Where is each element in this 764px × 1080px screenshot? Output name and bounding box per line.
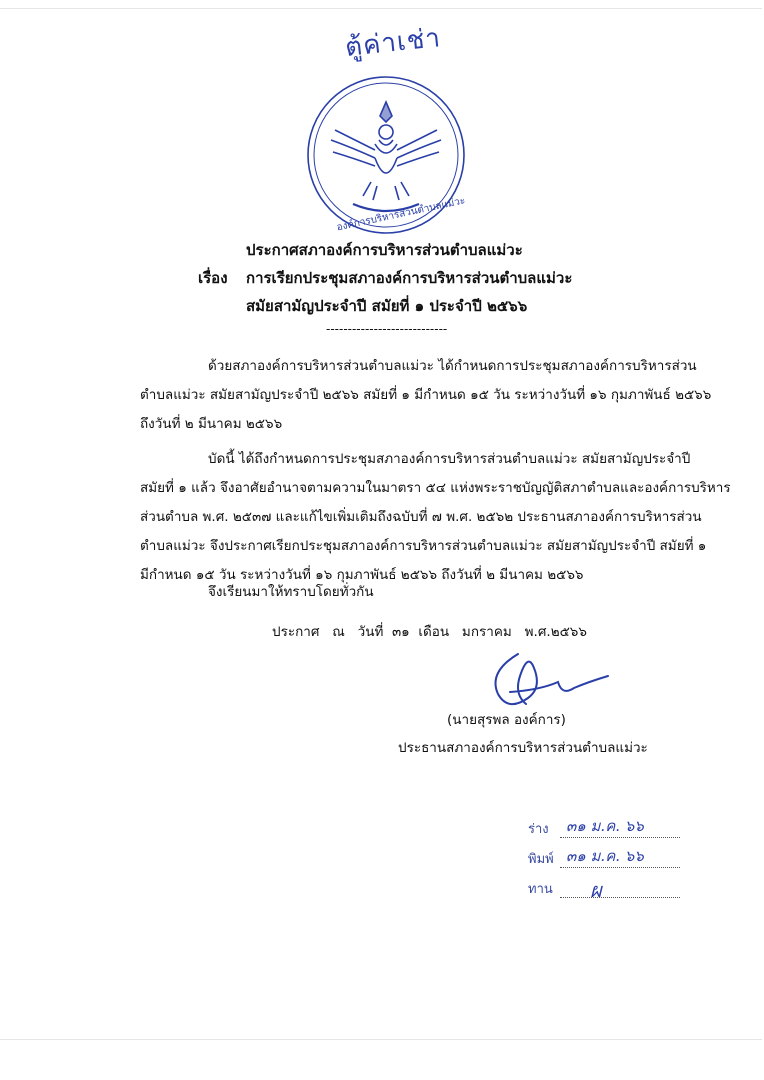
paragraph-2-line: สมัยที่ ๑ แล้ว จึงอาศัยอำนาจตามความในมาตรา ๕๔ แห่งพระราชบัญญัติสภาตำบลและองค์การบริหาร [140,480,731,496]
subject-label: เรื่อง [198,269,228,287]
routing-label: พิมพ์ [528,852,554,867]
routing-draft [520,816,680,840]
date-line: ประกาศ ณ วันที่ ๓๑ เดือน มกราคม พ.ศ.๒๕๖๖ [272,624,587,640]
subject-text: การเรียกประชุมสภาองค์การบริหารส่วนตำบลแม่วะ [246,269,573,287]
paragraph-2-line: ส่วนตำบล พ.ศ. ๒๕๓๗ และแก้ไขเพิ่มเติมถึงฉบับที่ ๗ พ.ศ. ๒๕๖๒ ประธานสภาองค์การบริหารส่วน [140,509,702,525]
paragraph-1-line: ถึงวันที่ ๒ มีนาคม ๒๕๖๖ [140,416,283,432]
routing-value: ๓๑ ม.ค. ๖๖ [566,847,644,865]
paragraph-2 [140,445,731,590]
signature [470,646,620,716]
svg-text:องค์การบริหารส่วนตำบลแม่วะ: องค์การบริหารส่วนตำบลแม่วะ [335,195,467,234]
paragraph-1 [140,352,712,439]
routing-value: ผ [590,878,602,902]
paragraph-1-line: ด้วยสภาองค์การบริหารส่วนตำบลแม่วะ ได้กำหนดการประชุมสภาองค์การบริหารส่วน [208,358,697,374]
heading-line-1: ประกาศสภาองค์การบริหารส่วนตำบลแม่วะ [246,241,523,259]
heading-subject [198,264,618,292]
routing-typed [520,846,680,870]
paragraph-2-line: บัดนี้ ได้ถึงกำหนดการประชุมสภาองค์การบริหารส่วนตำบลแม่วะ สมัยสามัญประจำปี [208,451,691,467]
paragraph-2-line: มีกำหนด ๑๕ วัน ระหว่างวันที่ ๑๖ กุมภาพันธ์ ๒๕๖๖ ถึงวันที่ ๒ มีนาคม ๒๕๖๖ [140,567,584,583]
closing: จึงเรียนมาให้ทราบโดยทั่วกัน [208,584,374,600]
heading-line-3: สมัยสามัญประจำปี สมัยที่ ๑ ประจำปี ๒๕๖๖ [246,297,528,315]
heading-separator: ---------------------------- [326,322,448,336]
routing-value: ๓๑ ม.ค. ๖๖ [566,817,644,835]
routing-label: ทาน [528,882,553,897]
routing-checked [520,876,680,900]
paragraph-2-line: ตำบลแม่วะ จึงประกาศเรียกประชุมสภาองค์การบริหารส่วนตำบลแม่วะ สมัยสามัญประจำปี สมัยที่ ๑ [140,538,707,554]
paragraph-1-line: ตำบลแม่วะ สมัยสามัญประจำปี ๒๕๖๖ สมัยที่ ๑ มีกำหนด ๑๕ วัน ระหว่างวันที่ ๑๖ กุมภาพันธ์ ๒๕๖๖ [140,387,712,403]
routing-label: ร่าง [528,822,549,837]
signer-name: (นายสุรพล องค์การ) [447,712,566,728]
handwritten-note: ตู้ค่าเช่า [343,23,443,63]
signer-position: ประธานสภาองค์การบริหารส่วนตำบลแม่วะ [398,740,648,756]
garuda-seal-stamp [305,74,467,236]
